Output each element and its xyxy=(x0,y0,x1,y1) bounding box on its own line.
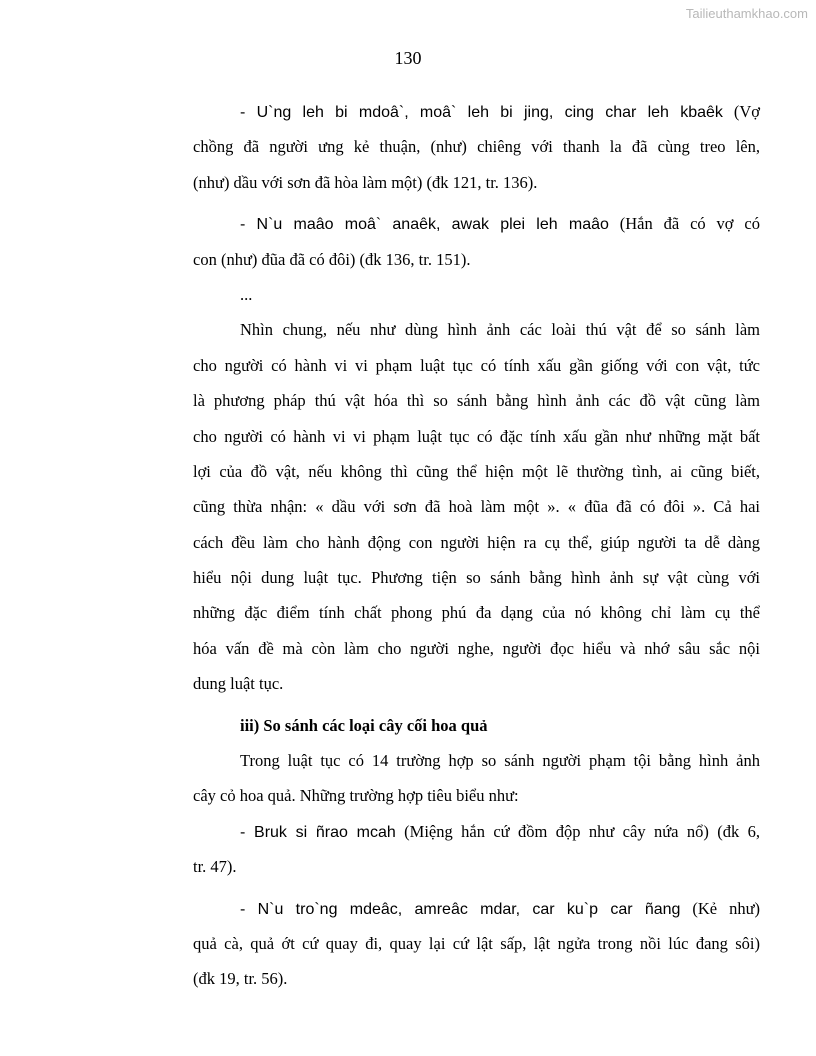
paragraph-line: hóa vấn đề mà còn làm cho người nghe, người đọc hiểu và nhớ sâu sắc nội xyxy=(193,638,760,658)
example-3-line xyxy=(193,814,760,849)
paragraph-line: cây cỏ hoa quả. Những trường hợp tiêu biểu như: xyxy=(193,786,519,806)
paragraph-line: dung luật tục. xyxy=(193,674,284,694)
example-4-line: quả cà, quả ớt cứ quay đi, quay lại cứ lật sấp, lật ngửa trong nồi lúc đang sôi) xyxy=(193,933,760,953)
example-2-line xyxy=(193,206,760,241)
paragraph-line: cũng thừa nhận: « dầu với sơn đã hoà làm một ». « đũa đã có đôi ». Cả hai xyxy=(193,497,760,517)
watermark: Tailieuthamkhao.com xyxy=(685,6,808,21)
paragraph-line: là phương pháp thú vật hóa thì so sánh bằng hình ảnh các đồ vật cũng làm xyxy=(193,391,760,411)
page-number: 130 xyxy=(394,48,422,68)
paragraph-line: Trong luật tục có 14 trường hợp so sánh người phạm tội bằng hình ảnh xyxy=(240,751,760,771)
example-1-line: (như) dầu với sơn đã hòa làm một) (đk 121, tr. 136). xyxy=(193,172,538,192)
paragraph-line: Nhìn chung, nếu như dùng hình ảnh các loài thú vật để so sánh làm xyxy=(240,320,760,340)
paragraph-line: cho người có hành vi vi phạm luật tục có đặc tính xấu gần như những mặt bất xyxy=(193,426,760,446)
example-3-line: tr. 47). xyxy=(193,857,237,877)
example-1-line xyxy=(193,94,760,129)
example-1-line: chồng đã người ưng kẻ thuận, (như) chiêng với thanh la đã cùng treo lên, xyxy=(193,137,760,157)
example-source: - N`u tro`ng mdeâc, amreâc mdar, car ku`p car ñang xyxy=(240,900,681,918)
section-heading: iii) So sánh các loại cây cối hoa quả xyxy=(240,715,488,735)
translation-text: (Kẻ như) xyxy=(680,898,761,918)
translation-text: (Vợ xyxy=(722,102,761,121)
paragraph-line: những đặc điểm tính chất phong phú đa dạng của nó không chỉ làm cụ thể xyxy=(193,603,760,623)
translation-text: (Hắn đã có vợ có xyxy=(608,214,760,234)
paragraph-line: cho người có hành vi vi phạm luật tục có tính xấu gần giống với con vật, tức xyxy=(193,355,760,375)
example-source: - N`u maâo moâ` anaêk, awak plei leh maâo xyxy=(240,216,609,234)
ellipsis: ... xyxy=(240,284,253,304)
example-source: - U`ng leh bi mdoâ`, moâ` leh bi jing, cing char leh kbaêk xyxy=(240,104,723,121)
translation-text: (Miệng hắn cứ đồm độp như cây nứa nổ) (đk 6, xyxy=(395,821,760,841)
paragraph-line: hiểu nội dung luật tục. Phương tiện so sánh bằng hình ảnh sự vật cùng với xyxy=(193,568,760,588)
paragraph-line: cách đều làm cho hành động con người hiện ra cụ thể, giúp người ta dễ dàng xyxy=(193,532,760,552)
example-2-line: con (như) đũa đã có đôi) (đk 136, tr. 151). xyxy=(193,249,471,269)
example-4-line xyxy=(193,891,760,926)
example-4-line: (đk 19, tr. 56). xyxy=(193,969,288,989)
document-body xyxy=(193,94,760,997)
paragraph-line: lợi của đồ vật, nếu không thì cũng thể hiện một lẽ thường tình, ai cũng biết, xyxy=(193,461,760,481)
example-source: - Bruk si ñrao mcah xyxy=(240,823,396,841)
